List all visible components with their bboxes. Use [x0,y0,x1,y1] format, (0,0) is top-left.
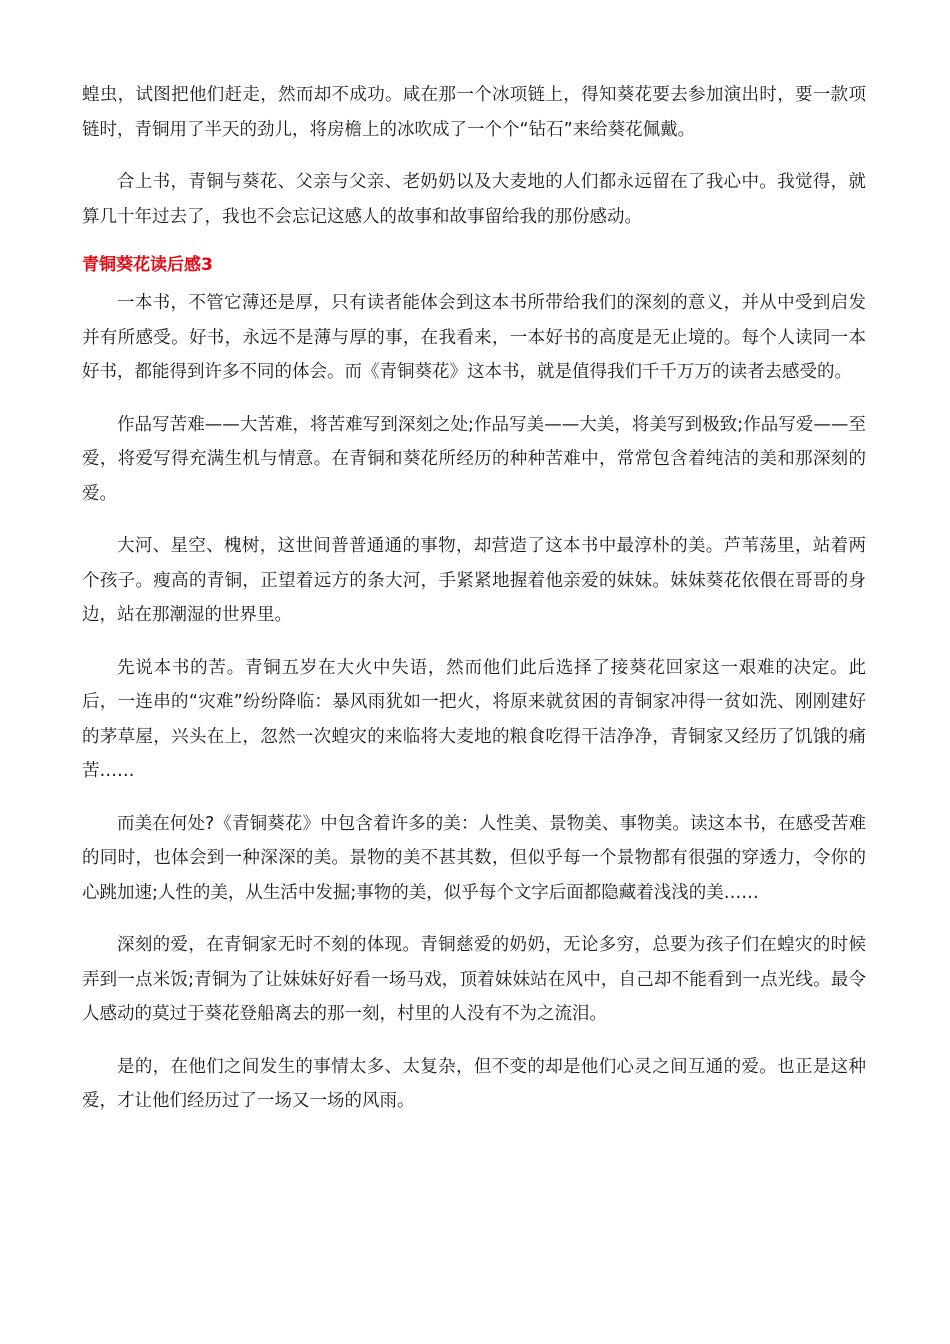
paragraph: 一本书，不管它薄还是厚，只有读者能体会到这本书所带给我们的深刻的意义，并从中受到启发并有所感受。好书，永远不是薄与厚的事，在我看来，一本好书的高度是无止境的。每个人读同一本好书，都能得到许多不同的体会。而《青铜葵花》这本书，就是值得我们千千万万的读者去感受的。 [82,293,866,382]
paragraph-continued: 蝗虫，试图把他们赶走，然而却不成功。咸在那一个冰项链上，得知葵花要去参加演出时，要一款项链时，青铜用了半天的劲儿，将房檐上的冰吹成了一个个“钻石”来给葵花佩戴。 [82,85,866,140]
section-heading: 青铜葵花读后感3 [82,255,213,275]
paragraph-closing: 合上书，青铜与葵花、父亲与父亲、老奶奶以及大麦地的人们都永远留在了我心中。我觉得，就算几十年过去了，我也不会忘记这感人的故事和故事留给我的那份感动。 [82,172,866,227]
paragraph: 作品写苦难——大苦难，将苦难写到深刻之处;作品写美——大美，将美写到极致;作品写爱——至爱，将爱写得充满生机与情意。在青铜和葵花所经历的种种苦难中，常常包含着纯洁的美和那深刻的爱。 [82,414,866,504]
paragraph: 是的，在他们之间发生的事情太多、太复杂，但不变的却是他们心灵之间互通的爱。也正是这种爱，才让他们经历过了一场又一场的风雨。 [82,1056,866,1111]
paragraph: 深刻的爱，在青铜家无时不刻的体现。青铜慈爱的奶奶，无论多穷，总要为孩子们在蝗灾的时候弄到一点米饭;青铜为了让妹妹好好看一场马戏，顶着妹妹站在风中，自己却不能看到一点光线。最令人感动的莫过于葵花登船离去的那一刻，村里的人没有不为之流泪。 [82,935,866,1024]
paragraph: 大河、星空、槐树，这世间普普通通的事物，却营造了这本书中最淳朴的美。芦苇荡里，站着两个孩子。瘦高的青铜，正望着远方的条大河，手紧紧地握着他亲爱的妹妹。妹妹葵花依偎在哥哥的身边，站在那潮湿的世界里。 [82,536,866,625]
paragraph: 先说本书的苦。青铜五岁在大火中失语，然而他们此后选择了接葵花回家这一艰难的决定。此后，一连串的“灾难”纷纷降临：暴风雨犹如一把火，将原来就贫困的青铜家冲得一贫如洗、刚刚建好的茅草屋，兴头在上，忽然一次蝗灾的来临将大麦地的粮食吃得干洁净净，青铜家又经历了饥饿的痛苦…… [82,657,866,781]
document-body [82,78,866,1137]
paragraph: 而美在何处?《青铜葵花》中包含着许多的美：人性美、景物美、事物美。读这本书，在感受苦难的同时，也体会到一种深深的美。景物的美不甚其数，但似乎每一个景物都有很强的穿透力，令你的心跳加速;人性的美，从生活中发掘;事物的美，似乎每个文字后面都隐藏着浅浅的美…… [82,813,866,903]
